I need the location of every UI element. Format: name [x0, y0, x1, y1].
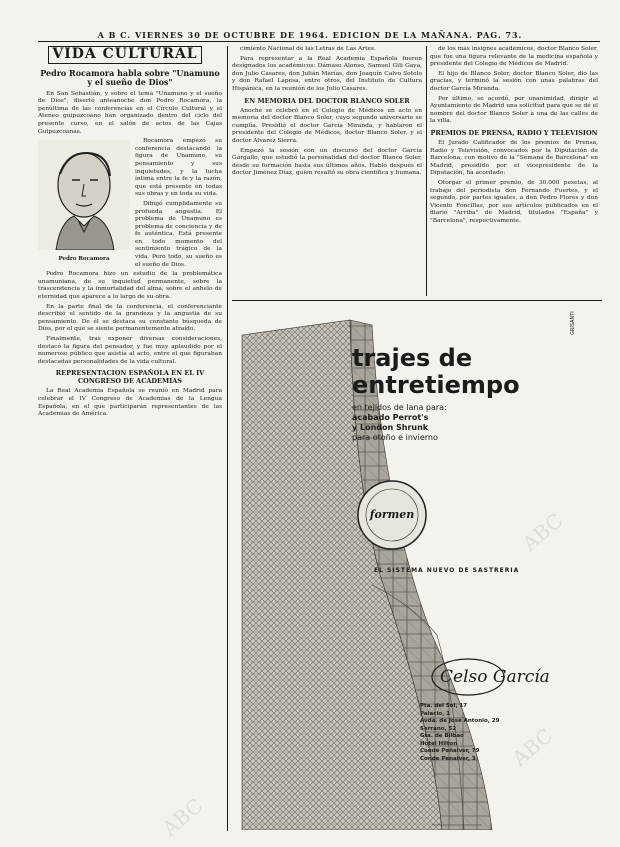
ad-addresses — [420, 703, 499, 763]
col3-paragraph: El Jurado Calificador de los premios de Prensa, Radio y Televisión, convocados por la Diputación de Barcelona, con motivo de la "Semana de Barcelona" en Madrid, presidido por el vicepresidente de la Diputación, ha acordado: — [430, 139, 598, 177]
portrait — [38, 140, 130, 260]
col3-paragraph: Por último, se acordó, por unanimidad, dirigir al Ayuntamiento de Madrid una solicitud para que se dé el nombre del doctor Blanco Soler a una de las calles de la villa. — [430, 95, 598, 125]
article2-headline: REPRESENTACION ESPAÑOLA EN EL IV CONGRESO DE ACADEMIAS — [55, 369, 205, 386]
ad-title-line2: entretiempo — [352, 371, 520, 399]
signature-logo — [428, 655, 578, 699]
address-line: Pta. del Sol, 17 — [420, 703, 468, 709]
address-line: Gta. de Bilbao — [420, 733, 464, 739]
ad-title-line1: trajes de — [352, 344, 473, 372]
portrait-image — [38, 140, 130, 250]
watermark: ABC — [157, 793, 208, 841]
article2-paragraph: La Real Academia Española se reunió en Madrid para celebrar el IV Congreso de Academias de la Lengua Española, en el que participarán representantes de las Academias de América. — [38, 388, 222, 418]
address-line: Hotel Hilton — [420, 740, 458, 747]
col3-paragraph: El hijo de Blanco Soler, doctor Blanco Soler, dio las gracias, y terminó la sesión con unas palabras del doctor García Miranda. — [430, 70, 598, 92]
article1-paragraph: Finalmente, tras exponer diversas consideraciones, destacó la figura del pensador, y fue muy aplaudido por el numeroso público que asistía al acto, entre el que figuraban destacadas personalidades de la vida cultural. — [38, 336, 222, 365]
column-1 — [38, 46, 222, 836]
article1-headline: Pedro Rocamora habla sobre "Unamuno y el sueño de Dios" — [40, 67, 220, 87]
article1-paragraph: Dibujó cumplidamente su profunda angustia. El problema de Unamuno es problema de conciencia y de fe auténtica. Está presente en todo momento del sentimiento trágico de la vida. Pero todo, su sueño es el sueño de Dios. — [135, 200, 222, 268]
watermark: ABC — [517, 508, 568, 556]
address-line: Conde Peñalver, 79 — [420, 748, 480, 754]
col3-paragraph: de los más insignes académicos, doctor Blanco Soler, que fue una figura relevante de la medicina española y presidente del Colegio de Médicos de Madrid. — [430, 46, 598, 68]
header-rule — [38, 41, 600, 42]
col3-paragraph: Otorgar el primer premio, de 30.000 pesetas, al trabajo del periodista don Fernando Fuertes, y el segundo, por partes iguales, a don Pedro Flores y don Vicente Foncillas, por sus artículos publicados en el diario "Arriba" de Madrid, titulados "España" y "Barcelona", respectivamente. — [430, 179, 598, 224]
article1-paragraph: En San Sebastián, y sobre el tema "Unamuno y el sueño de Dios", disertó anteanoche don Pedro Rocamora, la penúltima de las conferencias en el Círculo Cultural y el Ateneo guipuzcoano han organizado dentro del ciclo del presente curso, en el salón de actos de las Cajas Guipuzcoanas. — [38, 90, 222, 135]
address-line: Conde Penalver, 3 — [420, 755, 476, 762]
article1-paragraph: Rocamora empezó su conferencia destacando la figura de Unamuno, su pensamiento y sus inquietudes, y la lucha íntima entre la fe y la razón, que está presente en todas sus obras y en toda su vida. — [135, 138, 222, 198]
col2-paragraph: cimiento Nacional de las Letras de Las Artes. — [240, 46, 376, 52]
column-divider — [227, 46, 228, 831]
watermark: ABC — [507, 723, 558, 771]
col2-headline: EN MEMORIA DEL DOCTOR BLANCO SOLER — [244, 96, 410, 105]
ad-top-rule — [232, 300, 602, 301]
col2-paragraph: Para representar a la Real Academia Española fueron designados los académicos: Dámaso Alonso, Samuel Gili Gaya, don Julio Casares, don Julián Marías, don Joaquín Calvo Sotelo y don Rafael Lapesa, entre otros, del Instituto de Cultura Hispánica, en la reunión de los Julio Casares. — [232, 55, 422, 92]
column-divider — [426, 46, 427, 296]
ad-system-tagline: EL SISTEMA NUEVO DE SASTRERIA — [374, 567, 520, 574]
address-line: Avda. de José Antonio, 29 — [420, 718, 500, 724]
signature-text: Celso García — [440, 667, 550, 687]
column-2 — [232, 46, 422, 296]
ad-sub-line3: y London Shrunk — [352, 423, 429, 432]
address-line: Palacio, 1 — [420, 710, 450, 717]
page-header: A B C. VIERNES 30 DE OCTUBRE DE 1964. EDICION DE LA MAÑANA. PAG. 73. — [97, 30, 523, 40]
column-3 — [430, 46, 598, 296]
col2-paragraph: Anoche se celebró en el Colegio de Médicos un acto en memoria del doctor Blanco Soler, cuyo segundo aniversario se cumplía. Presidió el doctor García Miranda, y hablaron el presidente del Colegio de Médicos, doctor Blanco Soler, y el doctor Alvarez Sierra. — [232, 107, 422, 144]
ad-sub-line1: en tejidos de lana para: — [352, 403, 447, 412]
article1-paragraph: Pedro Rocamora hizo un estudio de la problemática unamuniana, de su inquietud permanente, sobre la trascendencia y la inmortalidad del alma, sobre el anhelo de eternidad que aparece a lo largo de su obra. — [38, 271, 222, 301]
col2-paragraph: Empezó la sesión con un discurso del doctor García Gargallo, que estudió la personalidad del doctor Blanco Soler, desde su formación hasta sus últimos años. Habló después el doctor Jiménez Díaz, quien resaltó su obra científica y humana. — [232, 147, 422, 177]
advertisement — [232, 305, 602, 830]
article1-paragraph: En la parte final de la conferencia, el conferenciante describió el sentido de la grandeza y la angustia de su pensamiento. De él se destaca su constante búsqueda de Dios, por el que se siente permanentemente atraído. — [38, 303, 222, 333]
ad-sub-line2: acabado Perrot's — [352, 413, 429, 422]
ad-sub-line4: para otoño e invierno — [352, 433, 438, 442]
brand-name: formen — [369, 508, 415, 521]
portrait-caption: Pedro Rocamora — [58, 255, 110, 262]
address-line: Serrano, 52 — [420, 725, 457, 732]
col3-headline: PREMIOS DE PRENSA, RADIO Y TELEVISION — [430, 128, 598, 137]
ad-copy — [352, 345, 602, 443]
section-title: VIDA CULTURAL — [48, 46, 202, 64]
ad-vertical-credit: GRISANTI — [570, 311, 576, 335]
